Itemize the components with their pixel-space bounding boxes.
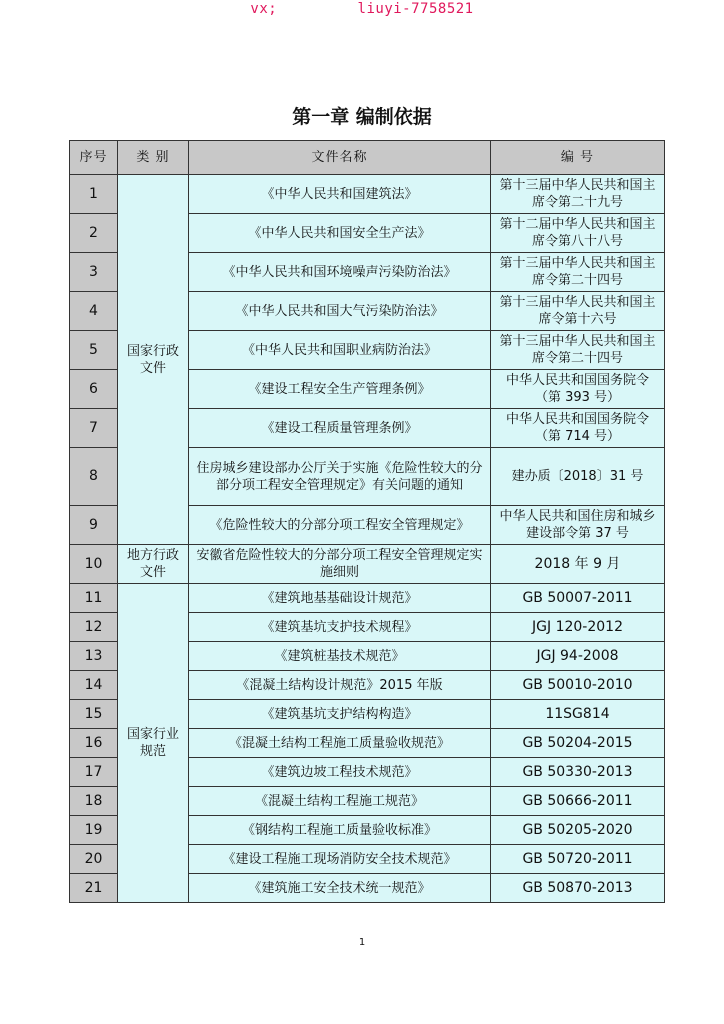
row-index: 18 [70, 787, 118, 816]
document-code: 建办质〔2018〕31 号 [491, 448, 665, 506]
document-code: GB 50720-2011 [491, 845, 665, 874]
table-row [70, 545, 665, 584]
row-index: 20 [70, 845, 118, 874]
document-name: 《建设工程安全生产管理条例》 [189, 370, 491, 409]
table-row [70, 584, 665, 613]
document-code: 中华人民共和国国务院令（第 714 号） [491, 409, 665, 448]
row-index: 7 [70, 409, 118, 448]
document-name: 《混凝土结构设计规范》2015 年版 [189, 671, 491, 700]
document-name: 《建筑基坑支护结构构造》 [189, 700, 491, 729]
document-name: 《中华人民共和国安全生产法》 [189, 214, 491, 253]
document-name: 《中华人民共和国环境噪声污染防治法》 [189, 253, 491, 292]
document-code: GB 50870-2013 [491, 874, 665, 903]
document-code: GB 50007-2011 [491, 584, 665, 613]
document-code: GB 50205-2020 [491, 816, 665, 845]
row-index: 17 [70, 758, 118, 787]
document-code: 第十三届中华人民共和国主席令第二十四号 [491, 331, 665, 370]
header-document-name: 文件名称 [189, 141, 491, 175]
document-name: 《建设工程施工现场消防安全技术规范》 [189, 845, 491, 874]
document-name: 《建筑施工安全技术统一规范》 [189, 874, 491, 903]
row-index: 3 [70, 253, 118, 292]
document-name: 《中华人民共和国建筑法》 [189, 175, 491, 214]
page-title: 第一章 编制依据 [292, 106, 432, 128]
document-code: 中华人民共和国住房和城乡建设部令第 37 号 [491, 506, 665, 545]
document-name: 《建筑地基基础设计规范》 [189, 584, 491, 613]
document-code: 2018 年 9 月 [491, 545, 665, 584]
document-name: 《危险性较大的分部分项工程安全管理规定》 [189, 506, 491, 545]
row-index: 19 [70, 816, 118, 845]
row-index: 14 [70, 671, 118, 700]
category-national-admin: 国家行政文件 [118, 175, 189, 545]
row-index: 11 [70, 584, 118, 613]
document-name: 安徽省危险性较大的分部分项工程安全管理规定实施细则 [189, 545, 491, 584]
row-index: 16 [70, 729, 118, 758]
row-index: 12 [70, 613, 118, 642]
row-index: 21 [70, 874, 118, 903]
row-index: 5 [70, 331, 118, 370]
header-category: 类 别 [118, 141, 189, 175]
document-code: 第十三届中华人民共和国主席令第二十四号 [491, 253, 665, 292]
row-index: 4 [70, 292, 118, 331]
row-index: 13 [70, 642, 118, 671]
row-index: 6 [70, 370, 118, 409]
header-index: 序号 [70, 141, 118, 175]
row-index: 15 [70, 700, 118, 729]
document-name: 《混凝土结构工程施工规范》 [189, 787, 491, 816]
document-code: GB 50330-2013 [491, 758, 665, 787]
document-code: JGJ 120-2012 [491, 613, 665, 642]
document-code: 第十三届中华人民共和国主席令第二十九号 [491, 175, 665, 214]
document-code: 第十二届中华人民共和国主席令第八十八号 [491, 214, 665, 253]
watermark-text: vx; liuyi-7758521 [250, 1, 474, 17]
table-header-row [70, 141, 665, 175]
row-index: 2 [70, 214, 118, 253]
document-name: 《中华人民共和国职业病防治法》 [189, 331, 491, 370]
document-name: 《建筑边坡工程技术规范》 [189, 758, 491, 787]
document-name: 《建筑基坑支护技术规程》 [189, 613, 491, 642]
row-index: 1 [70, 175, 118, 214]
document-name: 《中华人民共和国大气污染防治法》 [189, 292, 491, 331]
row-index: 8 [70, 448, 118, 506]
document-name: 《建设工程质量管理条例》 [189, 409, 491, 448]
header-code: 编 号 [491, 141, 665, 175]
row-index: 9 [70, 506, 118, 545]
document-code: 第十三届中华人民共和国主席令第十六号 [491, 292, 665, 331]
document-code: GB 50666-2011 [491, 787, 665, 816]
basis-table [69, 140, 665, 903]
document-code: 11SG814 [491, 700, 665, 729]
row-index: 10 [70, 545, 118, 584]
table-row [70, 175, 665, 214]
document-name: 《钢结构工程施工质量验收标准》 [189, 816, 491, 845]
document-name: 《混凝土结构工程施工质量验收规范》 [189, 729, 491, 758]
category-national-industry: 国家行业规范 [118, 584, 189, 903]
document-name: 住房城乡建设部办公厅关于实施《危险性较大的分部分项工程安全管理规定》有关问题的通知 [189, 448, 491, 506]
document-code: 中华人民共和国国务院令（第 393 号） [491, 370, 665, 409]
document-name: 《建筑桩基技术规范》 [189, 642, 491, 671]
page-number: 1 [358, 937, 366, 948]
document-code: GB 50010-2010 [491, 671, 665, 700]
document-code: GB 50204-2015 [491, 729, 665, 758]
category-local-admin: 地方行政文件 [118, 545, 189, 584]
document-code: JGJ 94-2008 [491, 642, 665, 671]
